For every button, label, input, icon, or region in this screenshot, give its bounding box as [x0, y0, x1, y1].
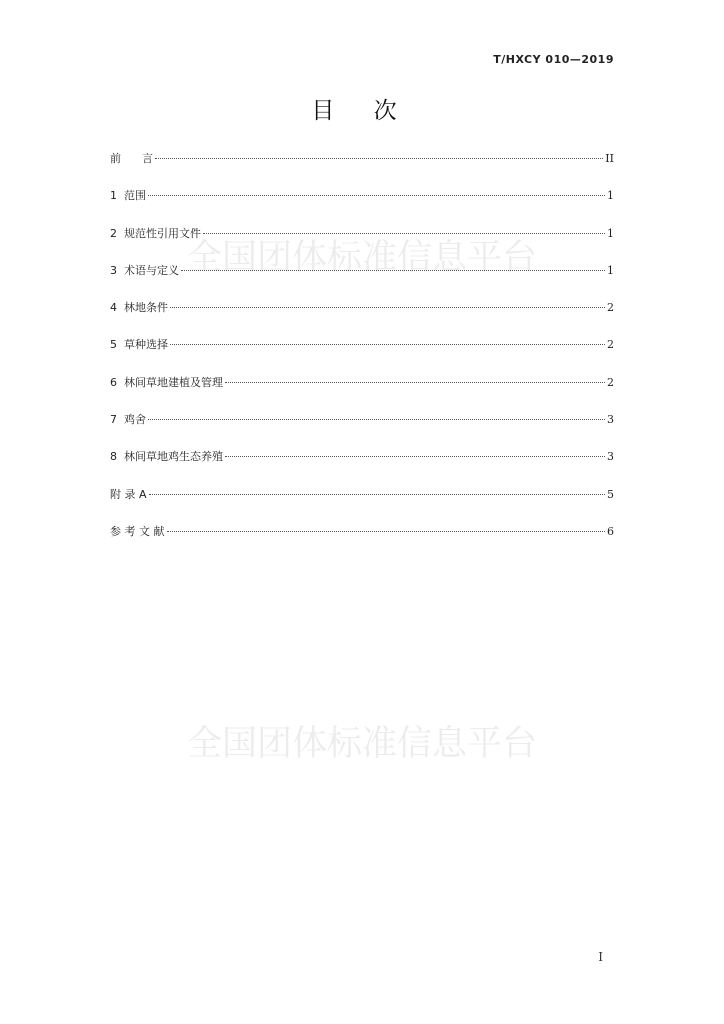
toc-entry-normative-references[interactable]	[110, 225, 614, 243]
table-of-contents	[110, 150, 614, 560]
toc-entry-page: 2	[607, 375, 614, 389]
toc-entry-forest-conditions[interactable]	[110, 299, 614, 317]
toc-entry-label: 4 林地条件	[110, 301, 168, 315]
toc-entry-label: 5 草种选择	[110, 338, 168, 352]
toc-entry-page: 2	[607, 338, 614, 352]
toc-entry-label: 3 术语与定义	[110, 263, 179, 277]
dot-leader	[155, 158, 603, 159]
dot-leader	[170, 307, 605, 308]
toc-entry-ecological-breeding[interactable]	[110, 448, 614, 466]
watermark-text: 全国团体标准信息平台	[186, 238, 537, 278]
toc-entry-label: 6 林间草地建植及管理	[110, 375, 223, 389]
page-title: 目 次	[311, 98, 413, 124]
dot-leader	[203, 233, 605, 234]
dot-leader	[149, 494, 605, 495]
document-code: T/HXCY 010—2019	[493, 53, 614, 66]
toc-entry-scope[interactable]	[110, 187, 614, 205]
toc-entry-terms-definitions[interactable]	[110, 262, 614, 280]
dot-leader	[225, 382, 605, 383]
toc-entry-label: 7 鸡舍	[110, 413, 146, 427]
toc-entry-page: 3	[607, 413, 614, 427]
dot-leader	[148, 195, 605, 196]
toc-entry-grassland-establishment[interactable]	[110, 374, 614, 392]
toc-entry-label: 参 考 文 献	[110, 524, 165, 538]
toc-entry-label: 1 范围	[110, 189, 146, 203]
dot-leader	[148, 419, 605, 420]
toc-entry-page: 5	[607, 487, 614, 501]
toc-entry-page: 1	[607, 263, 614, 277]
toc-entry-label: 前 言	[110, 152, 153, 165]
toc-entry-chicken-house[interactable]	[110, 411, 614, 429]
toc-entry-page: 1	[607, 226, 614, 240]
toc-entry-page: 3	[607, 450, 614, 464]
dot-leader	[170, 344, 605, 345]
toc-entry-label: 8 林间草地鸡生态养殖	[110, 450, 223, 464]
toc-entry-page: 1	[607, 189, 614, 203]
toc-entry-label: 附 录 A	[110, 487, 147, 501]
watermark-text: 全国团体标准信息平台	[186, 724, 537, 764]
toc-entry-page: 6	[607, 524, 614, 538]
toc-entry-appendix-a[interactable]	[110, 486, 614, 504]
toc-entry-page: 2	[607, 301, 614, 315]
toc-entry-page: II	[605, 152, 614, 165]
toc-entry-label: 2 规范性引用文件	[110, 226, 201, 240]
dot-leader	[167, 531, 606, 532]
toc-entry-foreword[interactable]	[110, 150, 614, 168]
toc-entry-grass-selection[interactable]	[110, 336, 614, 354]
dot-leader	[225, 456, 605, 457]
page-number: I	[598, 950, 603, 964]
toc-entry-bibliography[interactable]	[110, 523, 614, 541]
dot-leader	[181, 270, 605, 271]
